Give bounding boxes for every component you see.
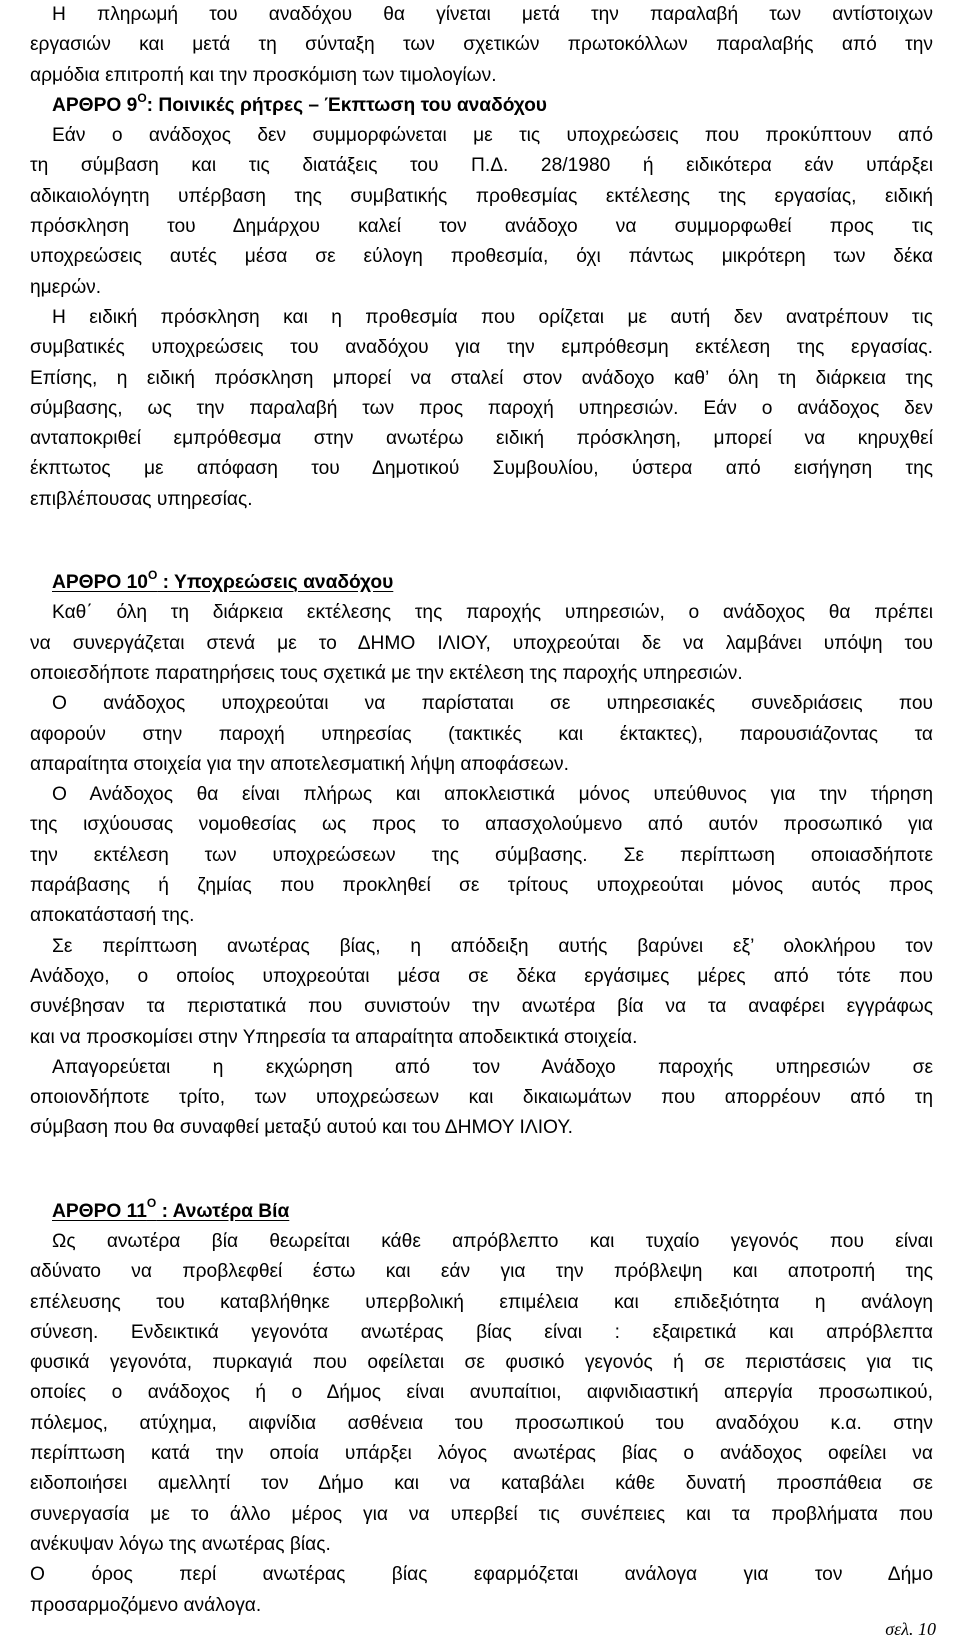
paragraph-line: σύμβασης, ως την παραλαβή των προς παροχή υπηρεσιών. Εάν ο ανάδοχος δεν [30, 397, 933, 419]
paragraph-line: τη σύμβαση και τις διατάξεις του Π.Δ. 28/1980 ή ειδικότερα εάν υπάρξει [30, 155, 933, 177]
paragraph-line: Απαγορεύεται η εκχώρηση από τον Ανάδοχο παροχής υπηρεσιών σε [52, 1056, 933, 1078]
paragraph-line: έκπτωτος με απόφαση του Δημοτικού Συμβουλίου, ύστερα από εισήγηση της [30, 458, 933, 480]
article-9-title: : Ποινικές ρήτρες – Έκπτωση του αναδόχου [146, 94, 547, 116]
paragraph-line: Ανάδοχο, ο οποίος υποχρεούται μέσα σε δέκα εργάσιμες μέρες από τότε που [30, 965, 933, 987]
paragraph-line: να συνεργάζεται στενά με το ΔΗΜΟ ΙΛΙΟΥ, υποχρεούται δε να λαμβάνει υπόψη του [30, 632, 933, 654]
paragraph-line: σύμβαση που θα συναφθεί μεταξύ αυτού και του ΔΗΜΟΥ ΙΛΙΟΥ. [30, 1117, 574, 1139]
paragraph-line: υποχρεώσεις αυτές μέσα σε εύλογη προθεσμία, όχι πάντως μικρότερη των δέκα [30, 246, 933, 268]
article-10-title: : Υποχρεώσεις αναδόχου [157, 572, 394, 594]
paragraph-line: Ο όρος περί ανωτέρας βίας εφαρμόζεται ανάλογα για τον Δήμο [30, 1564, 933, 1586]
section-spacer [30, 1144, 933, 1197]
article-10-prefix: ΑΡΘΡΟ 10 [52, 572, 148, 594]
article-9-heading [30, 91, 933, 121]
paragraph-line: εργασιών και μετά τη σύνταξη των σχετικών πρωτοκόλλων παραλαβής από την [30, 34, 933, 56]
paragraph-line: πόλεμος, ατύχημα, αιφνίδια ασθένεια του προσωπικού του αναδόχου κ.α. στην [30, 1412, 933, 1434]
paragraph-line: προσαρμοζόμενο ανάλογα. [30, 1594, 262, 1616]
paragraph-line: της ισχύουσας νομοθεσίας ως προς το απασχολούμενο από αυτόν προσωπικό για [30, 814, 933, 836]
article-11-sup: Ο [146, 1196, 157, 1211]
page-number: σελ. 10 [885, 1619, 936, 1639]
paragraph-line: παράβασης ή ζημίας που προκληθεί σε τρίτους υποχρεούται μόνος αυτός προς [30, 875, 933, 897]
paragraph-line: αδύνατο να προβλεφθεί έστω και εάν για την πρόβλεψη και αποτροπή της [30, 1261, 933, 1283]
paragraph-line: φυσικά γεγονότα, πυρκαγιά που οφείλεται σε φυσικό γεγονός ή σε περιστάσεις για τις [30, 1352, 933, 1374]
paragraph-line: Ο Ανάδοχος θα είναι πλήρως και αποκλειστικά μόνος υπεύθυνος για την τήρηση [52, 784, 933, 806]
paragraph-line: οποίες ο ανάδοχος ή ο Δήμος είναι ανυπαίτιοι, αιφνιδιαστική απεργία προσωπικού, [30, 1382, 933, 1404]
paragraph-line: Ως ανωτέρα βία θεωρείται κάθε απρόβλεπτο και τυχαίο γεγονός που είναι [52, 1230, 933, 1252]
paragraph-line: συνέβησαν τα περιστατικά που συνιστούν την ανωτέρα βία να τα αναφέρει εγγράφως [30, 996, 933, 1018]
paragraph-line: Εάν ο ανάδοχος δεν συμμορφώνεται με τις υποχρεώσεις που προκύπτουν από [52, 125, 933, 147]
paragraph-line: ημερών. [30, 276, 102, 298]
paragraph-line: Η πληρωμή του αναδόχου θα γίνεται μετά την παραλαβή των αντίστοιχων [52, 4, 933, 25]
paragraph-line: την εκτέλεση των υποχρεώσεων της σύμβασης. Σε περίπτωση οποιασδήποτε [30, 844, 933, 866]
paragraph-line: Σε περίπτωση ανωτέρας βίας, η απόδειξη αυτής βαρύνει εξ’ ολοκλήρου τον [52, 935, 933, 957]
article-11-title: : Ανωτέρα Βία [156, 1200, 290, 1222]
document-page [30, 0, 933, 1621]
paragraph-line: πρόσκληση του Δημάρχου καλεί τον ανάδοχο να συμμορφωθεί προς τις [30, 216, 933, 238]
paragraph-line: Η ειδική πρόσκληση και η προθεσμία που ορίζεται με αυτή δεν ανατρέπουν τις [52, 306, 933, 328]
paragraph-line: Καθ΄ όλη τη διάρκεια εκτέλεσης της παροχής υπηρεσιών, ο ανάδοχος θα πρέπει [52, 602, 933, 624]
paragraph-line: αποκατάστασή της. [30, 905, 195, 927]
article-9-prefix: ΑΡΘΡΟ 9 [52, 94, 138, 116]
paragraph-line: σύνεση. Ενδεικτικά γεγονότα ανωτέρας βίας είναι : εξαιρετικά και απρόβλεπτα [30, 1321, 933, 1343]
paragraph-line: ανέκυψαν λόγω της ανωτέρας βίας. [30, 1533, 331, 1555]
paragraph-line: Επίσης, η ειδική πρόσκληση μπορεί να σταλεί στον ανάδοχο καθ’ όλη τη διάρκεια της [30, 367, 933, 389]
paragraph-line: επιβλέπουσας υπηρεσίας. [30, 488, 253, 510]
paragraph-line: και να προσκομίσει στην Υπηρεσία τα απαραίτητα αποδεικτικά στοιχεία. [30, 1026, 638, 1048]
article-9-sup: Ο [137, 90, 147, 105]
section-spacer [30, 515, 933, 568]
article-11-heading [30, 1197, 933, 1227]
paragraph-line: ανταποκριθεί εμπρόθεσμα στην ανωτέρω ειδική πρόσκληση, μπορεί να κηρυχθεί [30, 428, 933, 450]
paragraph-line: επέλευσης του καταβλήθηκε υπερβολική επιμέλεια και επιδεξιότητα η ανάλογη [30, 1291, 933, 1313]
paragraph-line: αφορούν στην παροχή υπηρεσίας (τακτικές και έκτακτες), παρουσιάζοντας τα [30, 723, 933, 745]
paragraph-line: Ο ανάδοχος υποχρεούται να παρίσταται σε υπηρεσιακές συνεδριάσεις που [52, 693, 933, 715]
article-11-heading-text [52, 1196, 290, 1222]
article-10-sup: Ο [147, 567, 158, 582]
paragraph-line: οποιονδήποτε τρίτο, των υποχρεώσεων και δικαιωμάτων που απορρέουν από τη [30, 1087, 933, 1109]
paragraph-line: οποιεσδήποτε παρατηρήσεις τους σχετικά με την εκτέλεση της παροχής υπηρεσιών. [30, 662, 743, 684]
article-10-heading [30, 568, 933, 598]
paragraph-line: περίπτωση κατά την οποία υπάρξει λόγος ανωτέρας βίας ο ανάδοχος οφείλει να [30, 1443, 933, 1465]
article-11-prefix: ΑΡΘΡΟ 11 [52, 1200, 147, 1222]
paragraph-line: συμβατικές υποχρεώσεις του αναδόχου για την εμπρόθεσμη εκτέλεση της εργασίας. [30, 337, 933, 359]
article-10-heading-text [52, 567, 394, 594]
paragraph-line: ειδοποιήσει αμελλητί τον Δήμο και να καταβάλει κάθε δυνατή προσπάθεια σε [30, 1473, 933, 1495]
paragraph-line: αδικαιολόγητη υπέρβαση της συμβατικής προθεσμίας εκτέλεσης της εργασίας, ειδική [30, 185, 933, 207]
paragraph-line: αρμόδια επιτροπή και την προσκόμιση των τιμολογίων. [30, 64, 497, 86]
paragraph-line: απαραίτητα στοιχεία για την αποτελεσματική λήψη αποφάσεων. [30, 753, 569, 775]
paragraph-line: συνεργασία με το άλλο μέρος για να υπερβεί τις συνέπειες και τα προβλήματα που [30, 1503, 933, 1525]
